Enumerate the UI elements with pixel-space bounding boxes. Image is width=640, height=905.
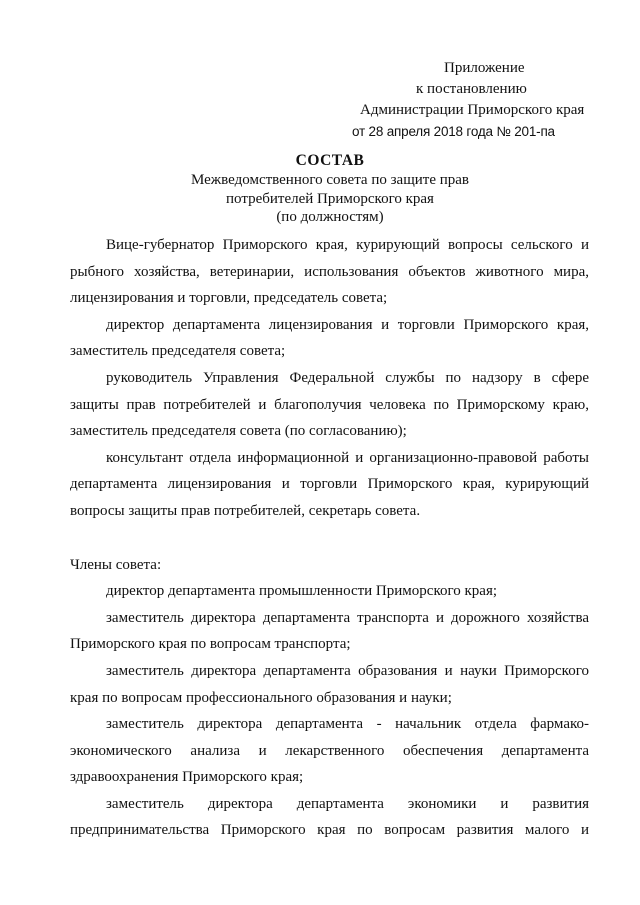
section-gap xyxy=(70,525,589,552)
appendix-label: Приложение xyxy=(444,60,525,76)
member-item: заместитель директора департамента экономики и развития предпринимательства Приморского края по вопросам развития малого и xyxy=(70,795,589,839)
leadership-item-deputy-chair-2: руководитель Управления Федеральной службы по надзору в сфере защиты прав потребителей и благополучия человека по Приморскому краю, заместитель председателя совета (по согласованию); xyxy=(70,369,589,440)
leadership-item-secretary: консультант отдела информационной и организационно-правовой работы департамента лицензирования и торговли Приморского края, курирующий вопросы защиты прав потребителей, секретарь совета. xyxy=(70,449,589,519)
members-heading: Члены совета: xyxy=(70,556,162,573)
appendix-header xyxy=(340,58,585,142)
member-item: директор департамента промышленности Приморского края; xyxy=(106,583,498,600)
document-subtitle-line2: потребителей Приморского края xyxy=(226,190,434,207)
member-item: заместитель директора департамента - начальник отдела фармако-экономического анализа и лекарственного обеспечения департамента здравоохранения Приморского края; xyxy=(70,716,589,786)
document-subtitle-line3: (по должностям) xyxy=(276,209,384,225)
document-body xyxy=(70,232,589,844)
document-title: СОСТАВ xyxy=(295,152,365,169)
member-item: заместитель директора департамента образования и науки Приморского края по вопросам профессионального образования и науки; xyxy=(70,662,589,706)
document-subtitle-line1: Межведомственного совета по защите прав xyxy=(190,172,470,188)
appendix-resolution-ref: к постановлению xyxy=(416,81,527,97)
document-title-block xyxy=(0,151,640,227)
appendix-authority: Администрации Приморского края xyxy=(360,102,585,118)
leadership-item-deputy-chair-1: директор департамента лицензирования и торговли Приморского края, заместитель председателя совета; xyxy=(70,316,589,360)
member-item: заместитель директора департамента транспорта и дорожного хозяйства Приморского края по вопросам транспорта; xyxy=(70,609,589,653)
appendix-date-number: от 28 апреля 2018 года № 201-па xyxy=(352,124,555,139)
leadership-item-chair: Вице-губернатор Приморского края, курирующий вопросы сельского и рыбного хозяйства, ветеринарии, использования объектов животного мира, лицензирования и торговли, председатель совета; xyxy=(70,237,589,307)
